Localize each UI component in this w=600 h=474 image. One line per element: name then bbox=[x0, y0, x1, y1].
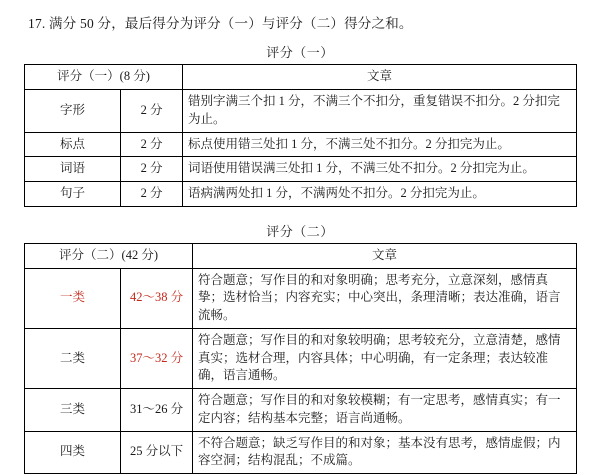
table-two-header-article: 文章 bbox=[193, 243, 577, 268]
criteria-description: 错别字满三个扣 1 分，不满三个不扣分，重复错误不扣分。2 分扣完为止。 bbox=[183, 90, 577, 133]
table-gap bbox=[24, 207, 576, 219]
table-one-header-row bbox=[25, 65, 577, 90]
table-row bbox=[25, 132, 577, 157]
grade-score: 42～38 分 bbox=[121, 268, 193, 328]
table-row bbox=[25, 157, 577, 182]
grade-description: 不符合题意；缺乏写作目的和对象；基本没有思考，感情虚假；内容空洞；结构混乱；不成篇。 bbox=[193, 431, 577, 474]
criteria-score: 2 分 bbox=[121, 132, 183, 157]
grade-score: 25 分以下 bbox=[121, 431, 193, 474]
grade-label: 二类 bbox=[25, 328, 121, 388]
grade-description: 符合题意；写作目的和对象较明确；思考较充分，立意清楚，感情真实；选材合理，内容具体；中心明确，有一定条理；表达较准确，语言通畅。 bbox=[193, 328, 577, 388]
criteria-score: 2 分 bbox=[121, 157, 183, 182]
table-two-header-criteria: 评分（二）(42 分) bbox=[25, 243, 193, 268]
criteria-label: 标点 bbox=[25, 132, 121, 157]
criteria-description: 词语使用错误满三处扣 1 分，不满三处不扣分。2 分扣完为止。 bbox=[183, 157, 577, 182]
criteria-label: 字形 bbox=[25, 90, 121, 133]
table-row bbox=[25, 268, 577, 328]
grade-label: 三类 bbox=[25, 389, 121, 432]
grade-description: 符合题意；写作目的和对象较模糊；有一定思考，感情真实；有一定内容；结构基本完整；语言尚通畅。 bbox=[193, 389, 577, 432]
table-row bbox=[25, 431, 577, 474]
criteria-score: 2 分 bbox=[121, 182, 183, 207]
table-row bbox=[25, 90, 577, 133]
table-one-header-criteria: 评分（一）(8 分) bbox=[25, 65, 183, 90]
intro-paragraph: 17. 满分 50 分，最后得分为评分（一）与评分（二）得分之和。 bbox=[28, 16, 413, 31]
criteria-label: 句子 bbox=[25, 182, 121, 207]
grade-label: 四类 bbox=[25, 431, 121, 474]
table-row bbox=[25, 182, 577, 207]
grade-score: 31～26 分 bbox=[121, 389, 193, 432]
grade-score: 37～32 分 bbox=[121, 328, 193, 388]
grade-description: 符合题意；写作目的和对象明确；思考充分，立意深刻，感情真挚；选材恰当；内容充实；中心突出，条理清晰；表达准确，语言流畅。 bbox=[193, 268, 577, 328]
criteria-description: 标点使用错三处扣 1 分，不满三处不扣分。2 分扣完为止。 bbox=[183, 132, 577, 157]
scoring-table-two bbox=[24, 243, 577, 474]
table-row bbox=[25, 389, 577, 432]
table-row bbox=[25, 328, 577, 388]
grade-label: 一类 bbox=[25, 268, 121, 328]
table-two-header-row bbox=[25, 243, 577, 268]
criteria-label: 词语 bbox=[25, 157, 121, 182]
criteria-description: 语病满两处扣 1 分，不满两处不扣分。2 分扣完为止。 bbox=[183, 182, 577, 207]
section-one-title: 评分（一） bbox=[266, 45, 334, 61]
table-one-header-article: 文章 bbox=[183, 65, 577, 90]
scoring-table-one bbox=[24, 64, 577, 207]
section-two-title: 评分（二） bbox=[266, 223, 334, 239]
criteria-score: 2 分 bbox=[121, 90, 183, 133]
